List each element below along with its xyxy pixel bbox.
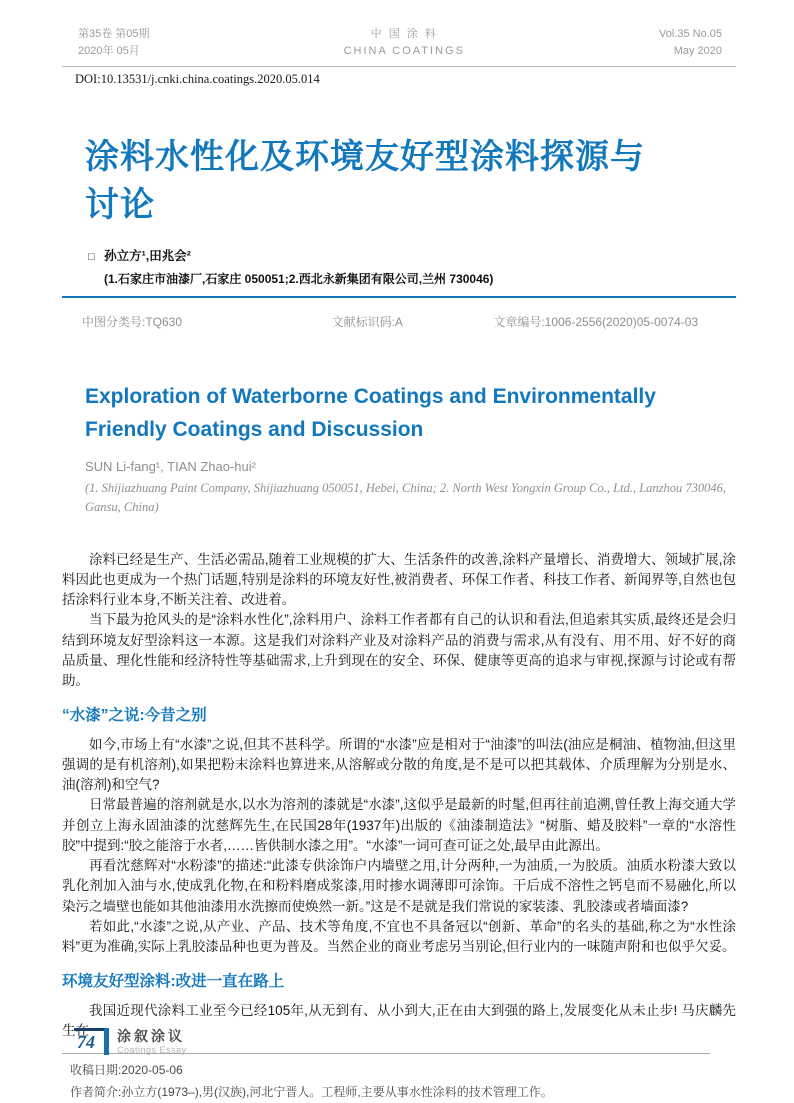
page-number: 74	[74, 1028, 104, 1055]
document-code: 文献标识码:A	[331, 314, 403, 329]
affiliation-cn: (1.石家庄市油漆厂,石家庄 050051;2.西北永新集团有限公司,兰州 730046)	[104, 271, 494, 286]
accent-divider	[62, 296, 736, 298]
journal-name-cn: 中 国 涂 料	[370, 28, 438, 40]
body-paragraph: 当下最为抢风头的是“涂料水性化”,涂料用户、涂料工作者都有自己的认识和看法,但追索其实质,最终还是会归结到环境友好型涂料这一本源。这是我们对涂料产业及对涂料产品的消费与需求,从有没有、用不用、好不好的商品质量、理化性能和经济特性等基础需求,上升到现在的安全、环保、健康等更高的追求与审视,探源与讨论或有帮助。	[62, 612, 736, 689]
header-issue-cn	[78, 26, 150, 60]
body-paragraph: 我国近现代涂料工业至今已经105年,从无到有、从小到大,正在由大到强的路上,发展变化从未止步! 马庆麟先生在	[62, 1002, 736, 1038]
body-paragraph: 再看沈慈辉对“水粉漆”的描述:“此漆专供涂饰户内墙壁之用,计分两种,一为油质,一为胶质。油质水粉漆大致以乳化剂加入油与水,使成乳化物,在和粉料磨成浆漆,用时掺水调薄即可涂饰。干后成不溶性之钙皂而不易融化,所以染污之墙壁也能如其他油漆用水洗擦而使焕然一新。”这是不是就是我们常说的家装漆、乳胶漆或者墙面漆?	[62, 858, 736, 914]
author-bio: 作者简介:孙立方(1973–),男(汉族),河北宁晋人。工程师,主要从事水性涂料的技术管理工作。	[70, 1084, 553, 1099]
article-title-en: Exploration of Waterborne Coatings and Environmentally Friendly Coatings and Discussion	[85, 384, 656, 442]
footnote-block	[62, 1053, 710, 1103]
article-title-cn: 涂料水性化及环境友好型涂料探源与讨论	[85, 138, 645, 225]
column-name-en: Coatings Essay	[117, 1044, 187, 1055]
issue-volume-cn: 第35卷 第05期	[78, 28, 150, 40]
footer-bar-divider	[104, 1028, 109, 1055]
article-id: 文章编号:1006-2556(2020)05-0074-03	[493, 314, 699, 329]
header-issue-en	[659, 26, 722, 60]
affiliation-en: (1. Shijiazhuang Paint Company, Shijiazhuang 050051, Hebei, China; 2. North West Yongxin Group Co., Ltd., Lanzhou 730046, Gansu, China)	[85, 480, 727, 515]
doi-line: DOI:10.13531/j.cnki.china.coatings.2020.05.014	[75, 72, 320, 87]
clc-number: 中图分类号:TQ630	[82, 314, 183, 329]
article-meta-row	[62, 313, 736, 330]
article-body	[62, 550, 736, 1042]
received-date: 收稿日期:2020-05-06	[70, 1063, 183, 1078]
authors-cn: 孙立方¹,田兆会²	[104, 248, 191, 263]
body-paragraph: 若如此,“水漆”之说,从产业、产品、技术等角度,不宜也不具备冠以“创新、革命”的名头的基础,称之为“水性涂料”更为准确,实际上乳胶漆品种也更为普及。当然企业的商业考虑另当别论,但行业内的一味随声附和也似乎欠妥。	[62, 918, 736, 955]
journal-header	[62, 26, 736, 67]
page-footer	[74, 1028, 187, 1055]
journal-name-en: CHINA COATINGS	[343, 45, 465, 58]
journal-name	[344, 26, 465, 60]
issue-date-en: May 2020	[673, 45, 722, 58]
section-heading-2: 环境友好型涂料:改进一直在路上	[62, 973, 285, 991]
author-marker-icon: □	[88, 250, 95, 263]
column-name-cn: 涂叙涂议	[117, 1028, 185, 1045]
body-paragraph: 如今,市场上有“水漆”之说,但其不甚科学。所谓的“水漆”应是相对于“油漆”的叫法(油应是桐油、植物油,但这里强调的是有机溶剂),如果把粉末涂料也算进来,从溶解或分散的角度,是不是可以把其载体、介质理解为分别是水、油(溶剂)和空气?	[62, 736, 736, 793]
section-heading-1: “水漆”之说:今昔之别	[62, 707, 207, 725]
issue-date-cn: 2020年 05月	[78, 45, 140, 58]
body-paragraph: 涂料已经是生产、生活必需品,随着工业规模的扩大、生活条件的改善,涂料产量增长、消费增大、领域扩展,涂料因此也更成为一个热门话题,特别是涂料的环境友好性,被消费者、环保工作者、科技工作者、新闻界等,自然也包括涂料行业本身,不断关注着、改进着。	[62, 551, 736, 608]
authors-cn-row	[88, 246, 736, 264]
column-name-block	[117, 1028, 187, 1055]
issue-volume-en: Vol.35 No.05	[659, 28, 722, 40]
body-paragraph: 日常最普遍的溶剂就是水,以水为溶剂的漆就是“水漆”,这似乎是最新的时髦,但再往前追溯,曾任教上海交通大学并创立上海永固油漆的沈慈辉先生,在民国28年(1937年)出版的《油漆制造法》“树脂、蜡及胶料”一章的“水溶性胶”中提到:“胶之能溶于水者,……皆供制水漆之用”。“水漆”一词可查可证之处,最早由此源出。	[62, 797, 736, 853]
authors-en: SUN Li-fang¹, TIAN Zhao-hui²	[85, 458, 256, 474]
